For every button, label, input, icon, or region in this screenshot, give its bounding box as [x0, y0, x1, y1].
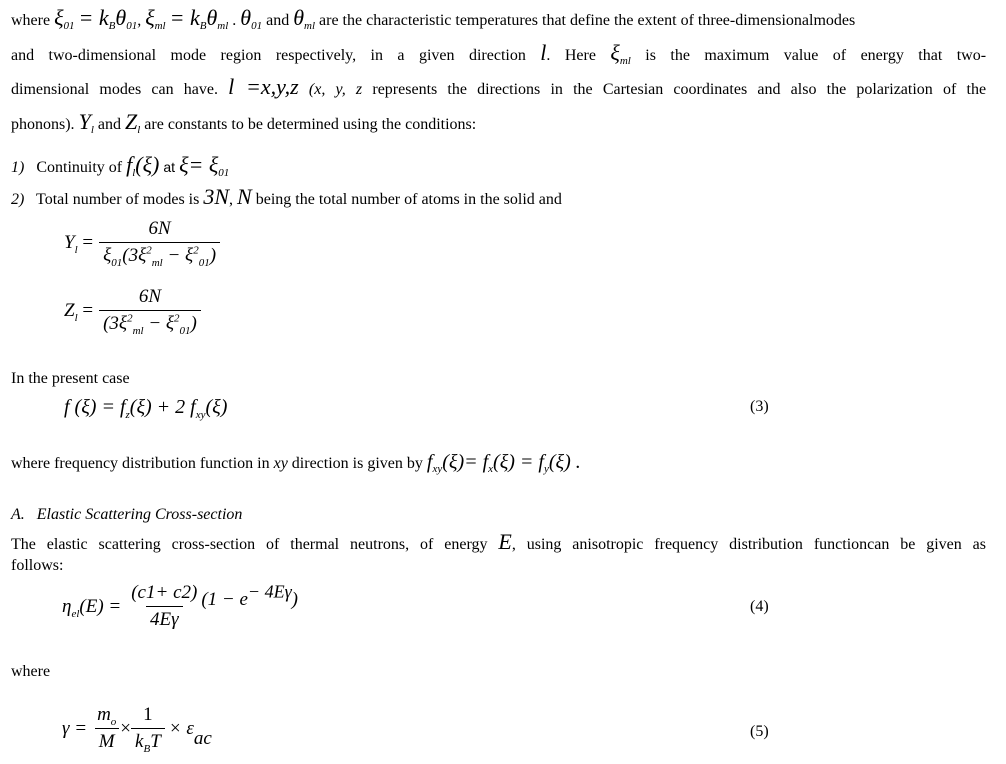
fraction-y: $\frac{6N}{\xi_{01}(3\xi^2_{ml} - \xi^2_{01})}$	[99, 218, 220, 267]
list-item-1: 1) Continuity of $f_l(\xi)$ at $\xi= \xi_{01}$	[11, 152, 230, 180]
equation-number-5: (5)	[750, 723, 769, 740]
elastic-line2: follows:	[11, 557, 64, 574]
equation-number-3: (3)	[750, 398, 769, 415]
para1-line1: where $\xi_{01} = k_B\theta_{01}$, $\xi_{ml} = k_B\theta_{ml}$ . $\theta_{01}$ and $\theta_{ml}$ are the characteristic temperatures that define the extent of three-dimensionalmodes	[11, 5, 856, 33]
fraction-4: $\frac{(c1+ c2)}{4E\gamma}$	[131, 582, 198, 630]
list-item-2: 2) Total number of modes is 3N, N being the total number of atoms in the solid and	[11, 184, 562, 209]
equation-y: $Y_l$ = $\frac{6N}{\xi_{01}(3\xi^2_{ml} - \xi^2_{01})}$	[64, 218, 220, 267]
fraction-5a: $\frac{m_o}{M}$	[93, 704, 120, 753]
para1-line2: and two-dimensional mode region respectively, in a given direction l. Here $\xi_{ml}$ is the maximum value of energy that two-	[11, 40, 987, 68]
para1-line4: phonons). $Y_l$ and $Z_l$ are constants to be determined using the conditions:	[11, 109, 477, 137]
present-case-intro: In the present case	[11, 370, 130, 387]
equation-3: f $(\xi) = f_z(\xi) + 2$ $f_{xy}(\xi)$	[64, 396, 228, 421]
where-label: where	[11, 663, 51, 680]
equation-5: γ = $\frac{m_o}{M}$ × $\frac{1}{k_BT}$ × ε ac	[62, 704, 212, 755]
elastic-line1: The elastic scattering cross-section of thermal neutrons, of energy E, using anisotropic frequency distribution functioncan be given as	[11, 529, 986, 554]
fraction-z: $\frac{6N}{(3\xi^2_{ml} - \xi^2_{01})}$	[99, 286, 201, 335]
fraction-5b: $\frac{1}{k_BT}$	[131, 704, 165, 753]
xy-direction-line: where frequency distribution function in xy direction is given by $f_{xy}(\xi)= f_x(\xi) = f_y(\xi)$ .	[11, 451, 581, 476]
equation-z: $Z_l$ = $\frac{6N}{(3\xi^2_{ml} - \xi^2_{01})}$	[64, 286, 201, 335]
equation-4: $\eta_{el}(E)$ = $\frac{(c1+ c2)}{4E\gamma}$ $(1 - e^{- 4E\gamma})$	[62, 581, 298, 630]
para1-line3: dimensional modes can have. l =x,y,z (x, y, z represents the directions in the Cartesian coordinates and also the polarization of the	[11, 74, 987, 99]
equation-number-4: (4)	[750, 598, 769, 615]
section-heading: A. Elastic Scattering Cross-section	[11, 506, 243, 523]
